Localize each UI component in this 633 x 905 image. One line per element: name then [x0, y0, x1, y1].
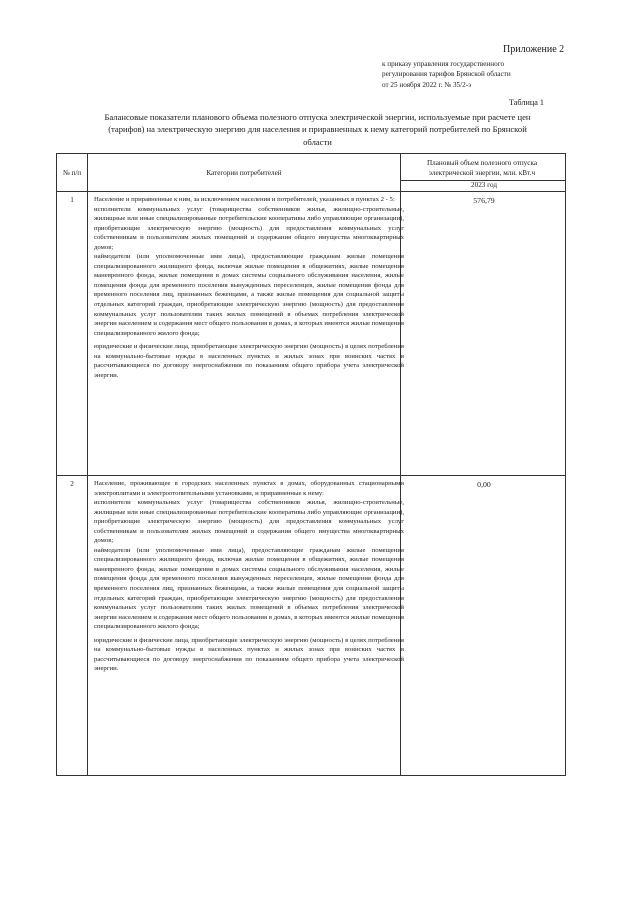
- category-paragraph: Население и приравненные к ним, за исключением населения и потребителей, указанных в пунктах 2 - 5:: [94, 196, 395, 203]
- category-paragraph: исполнители коммунальных услуг (товарищества собственников жилья, жилищно-строительные, жилищные или иные специализированные потребительские кооперативы либо управляющие организации), приобретающие электрическую энергию (мощность) для предоставления коммунальных услуг собственникам и пользователям жилых помещений и содержания общего имущества многоквартирных домов;: [94, 499, 404, 545]
- col-category-header: Категории потребителей: [206, 169, 282, 177]
- row-number: 2: [70, 480, 74, 488]
- category-paragraph: юридические и физические лица, приобретающие электрическую энергию (мощность) в целях потребления на коммунально-бытовые нужды в населенных пунктах и жилых зонах при воинских частях и рассчитывающиеся по договору энергоснабжения по показаниям общего прибора учета электрической энергии.: [94, 343, 404, 379]
- col-num-header: № п/п: [62, 169, 82, 177]
- category-paragraph: наймодатели (или уполномоченные ими лица), предоставляющие гражданам жилые помещения специализированного жилищного фонда, включая жилые помещения в общежитиях, жилые помещения маневренного фонда, жилые помещения в домах системы социального обслуживания населения, жилые помещения фонда для временного поселения вынужденных переселенцев, жилые помещения фонда для временного поселения лиц, признанных беженцами, а также жилые помещения для социальной защиты отдельных категорий граждан, приобретающие электрическую энергию (мощность) для предоставления коммунальных услуг пользователям таких жилых помещений в объемах потребления электрической энергии населением и содержания мест общего пользования в домах, в которых имеются жилые помещения специализированного жилого фонда;: [94, 253, 404, 337]
- row-category-text: [94, 479, 404, 674]
- balance-table: [56, 153, 566, 776]
- category-paragraph: наймодатели (или уполномоченные ими лица), предоставляющие гражданам жилые помещения специализированного жилищного фонда, включая жилые помещения в общежитиях, жилые помещения маневренного фонда, жилые помещения в домах системы социального обслуживания населения, жилые помещения фонда для временного поселения вынужденных переселенцев, жилые помещения фонда для временного поселения лиц, признанных беженцами, а также жилые помещения для социальной защиты отдельных категорий граждан, приобретающие электрическую энергию (мощность) для предоставления коммунальных услуг пользователям таких жилых помещений в объемах потребления электрической энергии населением и содержания мест общего пользования в домах, в которых имеются жилые помещения специализированного жилого фонда;: [94, 546, 404, 631]
- row-category-text: [94, 195, 404, 380]
- appendix-title: Приложение 2: [503, 44, 565, 55]
- col-value-header: Плановый объем полезного отпуска электрической энергии, млн. кВт.ч: [426, 159, 538, 177]
- category-paragraph: Население, проживающее в городских населенных пунктах в домах, оборудованных стационарными электроплитами и электроотопительными установками, и приравненные к нему:: [94, 480, 404, 497]
- order-line: регулирования тарифов Брянской области: [382, 70, 511, 79]
- header-bottom-rule: [57, 191, 565, 192]
- category-paragraph: юридические и физические лица, приобретающие электрическую энергию (мощность) в целях потребления на коммунально-бытовые нужды в населенных пунктах и жилых зонах при воинских частях и рассчитывающиеся по договору энергоснабжения по показаниям общего прибора учета электрической энергии.: [94, 636, 404, 673]
- column-divider: [87, 154, 88, 775]
- table-number: Таблица 1: [509, 98, 545, 107]
- row-divider: [57, 475, 565, 476]
- order-line: к приказу управления государственного: [382, 60, 505, 68]
- row-value: 576,79: [473, 196, 495, 205]
- col-year-header: 2023 год: [471, 181, 497, 189]
- order-reference: [382, 59, 622, 90]
- category-paragraph: исполнители коммунальных услуг (товарищества собственников жилья, жилищно-строительные, жилищные или иные специализированные потребительские кооперативы либо управляющие организации), приобретающие электрическую энергию (мощность) для предоставления коммунальных услуг собственникам и пользователям жилых помещений и содержания общего имущества многоквартирных домов;: [94, 205, 404, 251]
- order-line: от 25 ноября 2022 г. № 35/2-э: [382, 80, 472, 89]
- table-caption: Балансовые показатели планового объема полезного отпуска электрической энергии, используемые при расчете цен (тарифов) на электрическую энергию для населения и приравненных к нему категорий потребителей по Брянской области: [104, 112, 531, 147]
- row-number: 1: [70, 196, 74, 204]
- row-value: 0,00: [477, 480, 491, 489]
